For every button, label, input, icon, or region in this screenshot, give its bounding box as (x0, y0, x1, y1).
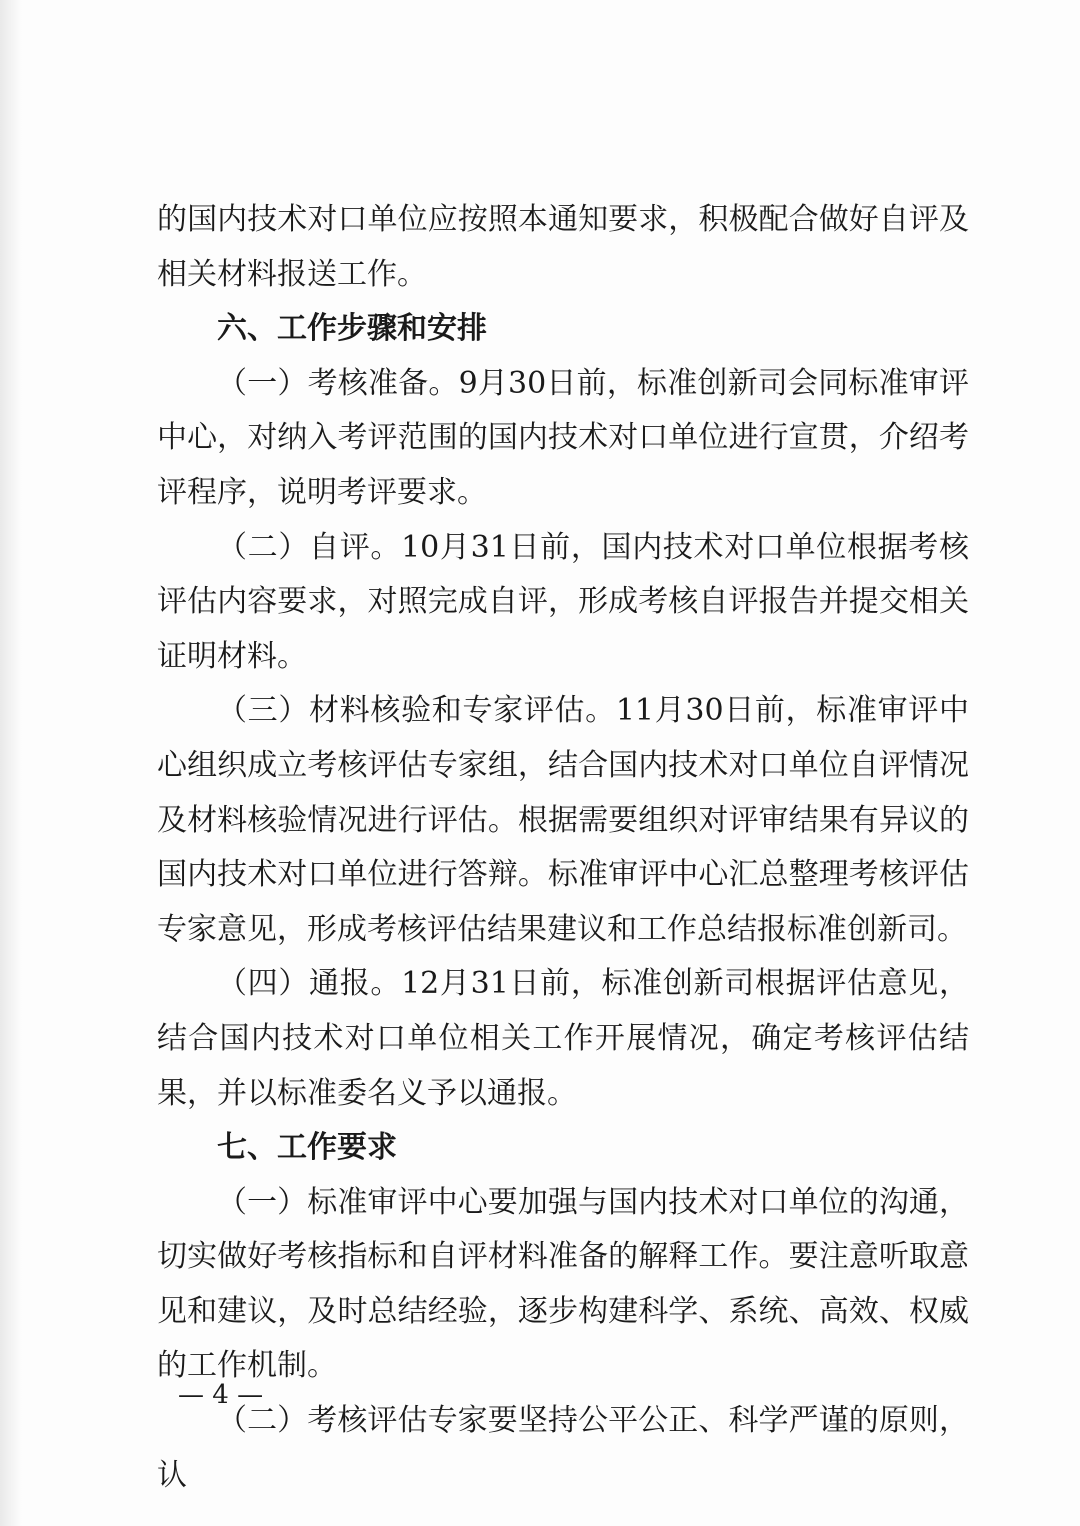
section-heading-six: 六、工作步骤和安排 (217, 311, 487, 347)
section-heading-seven: 七、工作要求 (217, 1130, 397, 1166)
page-edge-shadow (0, 0, 22, 1526)
paragraph-step-one: （一）考核准备。9月30日前，标准创新司会同标准审评中心，对纳入考评范围的国内技术对口单位进行宣贯，介绍考评程序，说明考评要求。 (157, 365, 969, 510)
paragraph-requirement-two: （二）考核评估专家要坚持公平公正、科学严谨的原则，认 (157, 1403, 969, 1493)
paragraph-requirement-one: （一）标准审评中心要加强与国内技术对口单位的沟通，切实做好考核指标和自评材料准备的解释工作。要注意听取意见和建议，及时总结经验，逐步构建科学、系统、高效、权威的工作机制。 (157, 1184, 969, 1384)
paragraph-step-three: （三）材料核验和专家评估。11月30日前，标准审评中心组织成立考核评估专家组，结合国内技术对口单位自评情况及材料核验情况进行评估。根据需要组织对评审结果有异议的国内技术对口单位进行答辩。标准审评中心汇总整理考核评估专家意见，形成考核评估结果建议和工作总结报标准创新司。 (157, 693, 969, 947)
page-number: — 4 — (178, 1380, 264, 1410)
paragraph-step-two: （二）自评。10月31日前，国内技术对口单位根据考核评估内容要求，对照完成自评，形成考核自评报告并提交相关证明材料。 (157, 529, 969, 674)
document-body (157, 193, 969, 1503)
paragraph-step-four: （四）通报。12月31日前，标准创新司根据评估意见，结合国内技术对口单位相关工作开展情况，确定考核评估结果，并以标准委名义予以通报。 (157, 966, 969, 1111)
paragraph-continuation: 的国内技术对口单位应按照本通知要求，积极配合做好自评及相关材料报送工作。 (157, 202, 969, 292)
